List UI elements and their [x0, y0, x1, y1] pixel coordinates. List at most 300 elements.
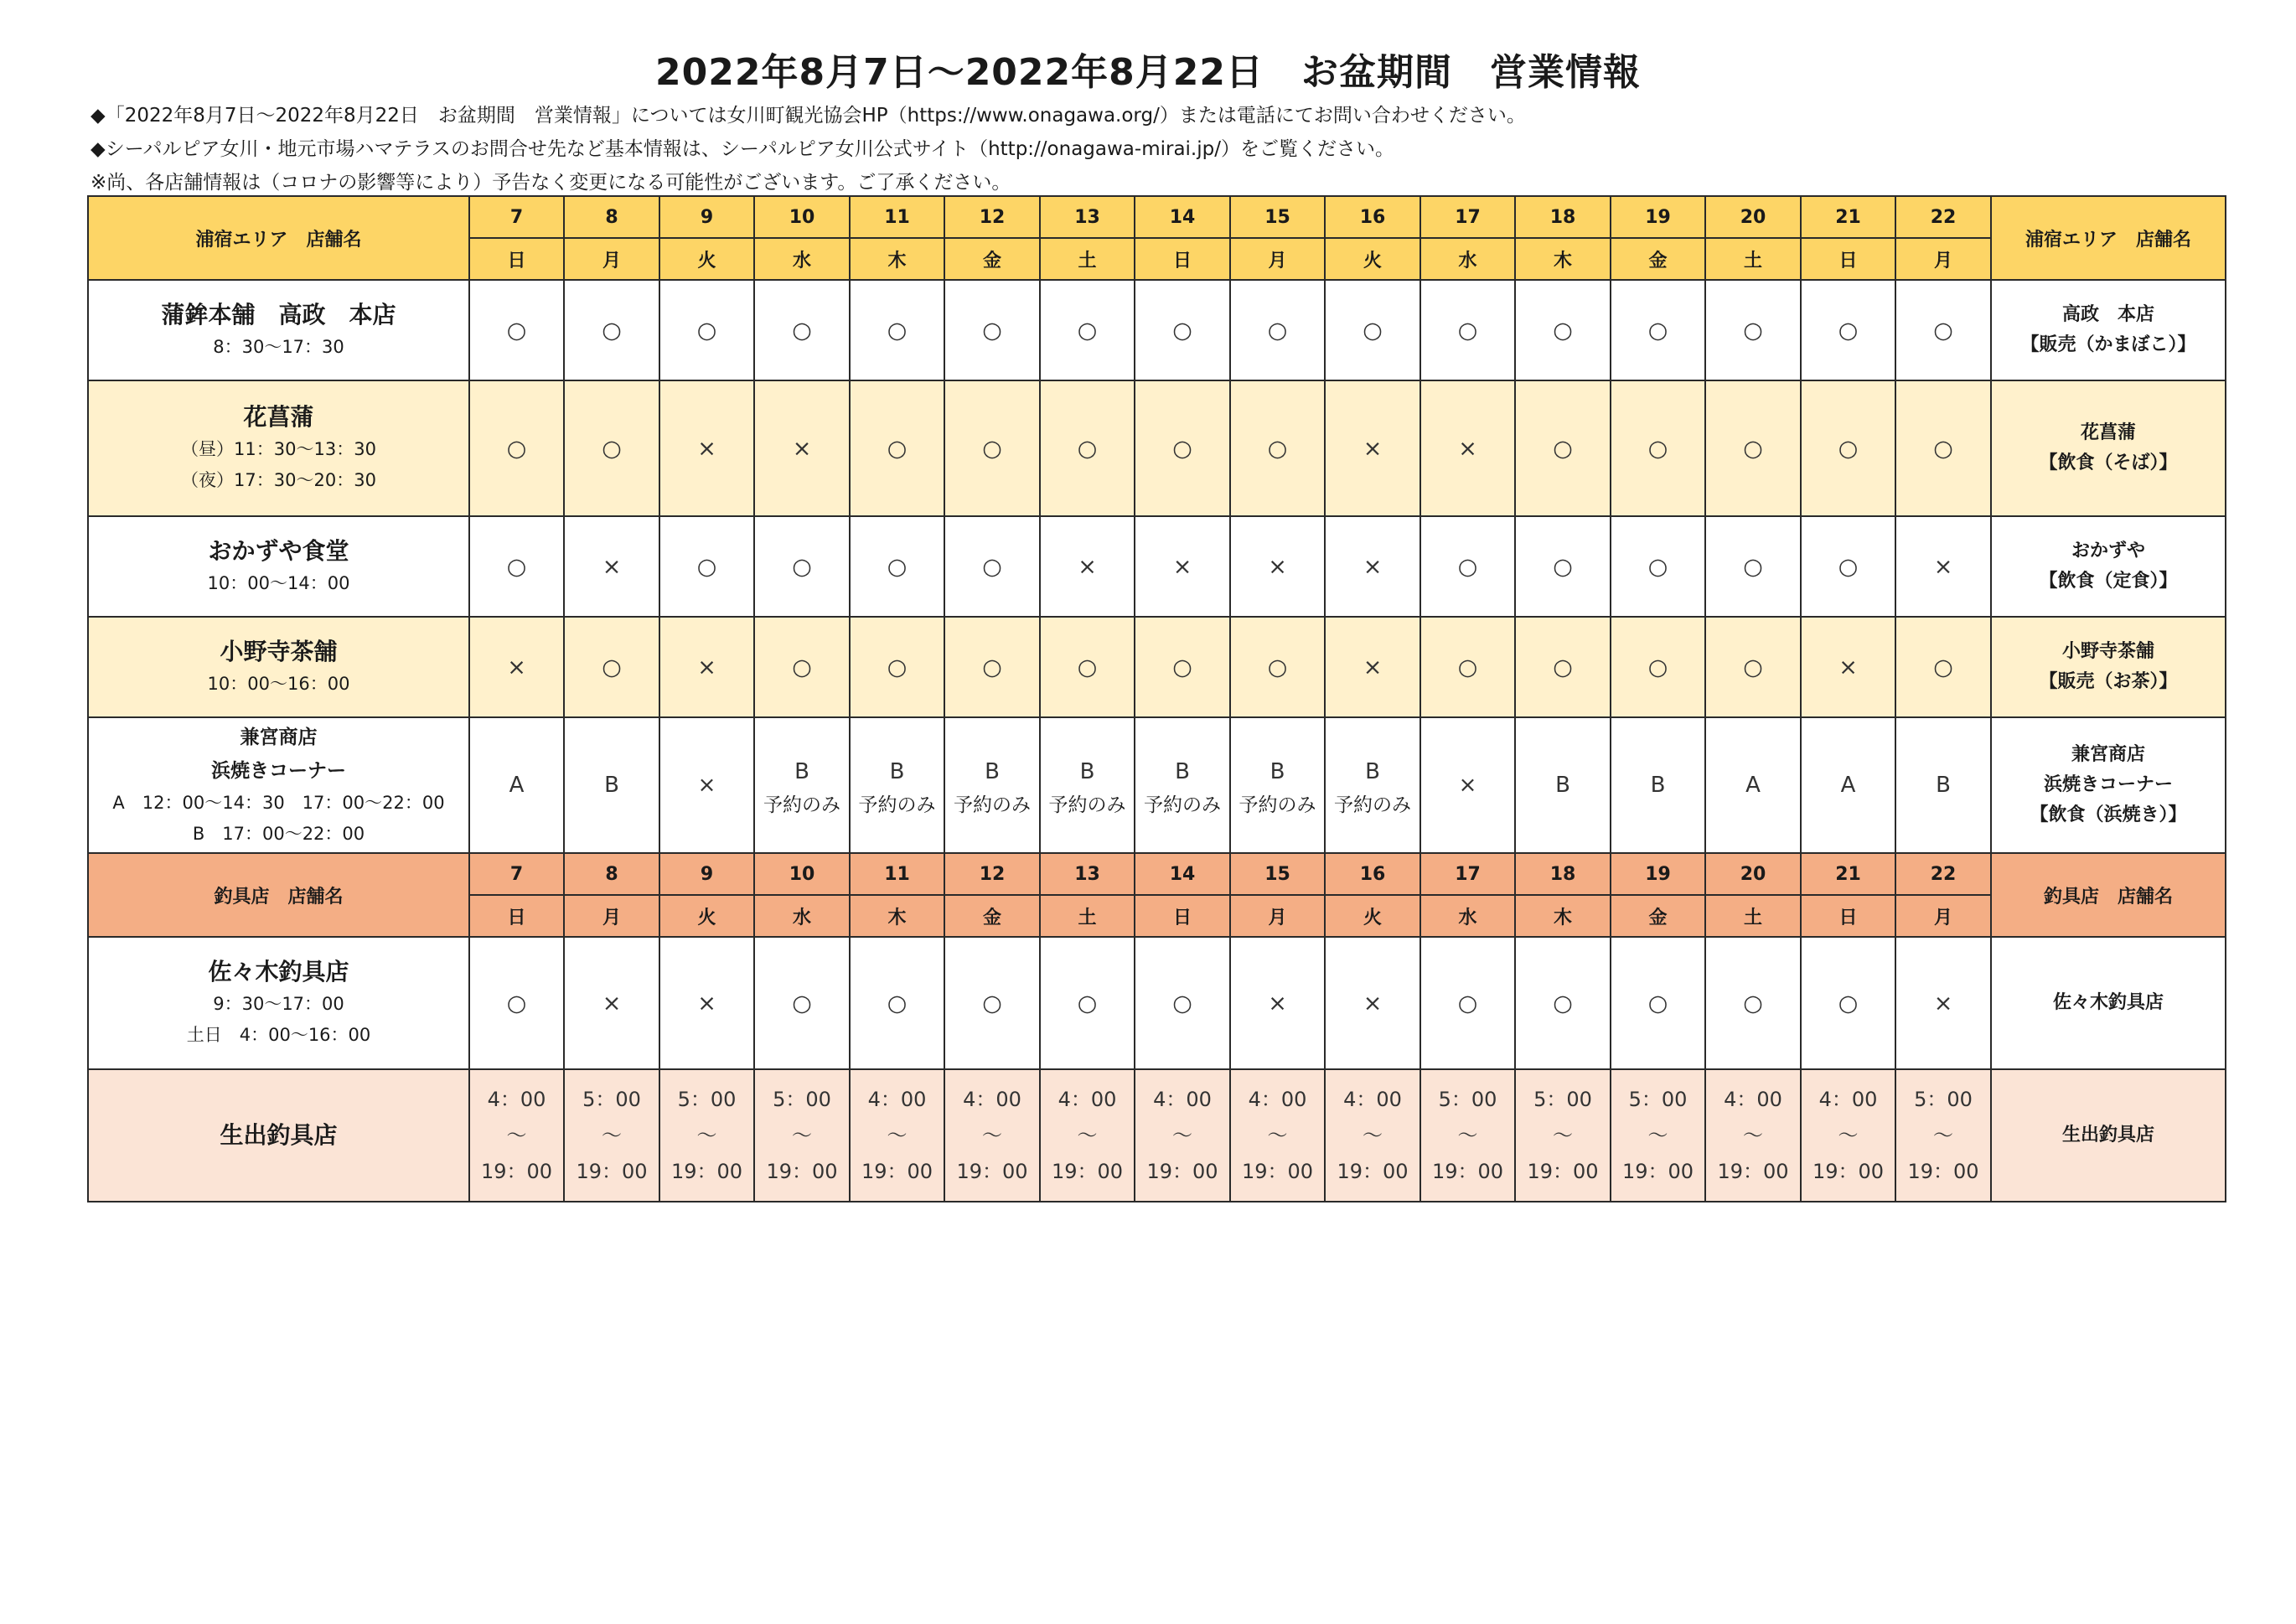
- store-info: 【飲食（定食）】: [2039, 571, 2178, 592]
- status-cell: [1230, 1069, 1325, 1202]
- store-info: 花菖蒲: [2080, 422, 2136, 443]
- status-cell: [850, 380, 944, 516]
- status-mark: ○: [1457, 317, 1478, 344]
- status-cell: [1611, 380, 1705, 516]
- status-mark: ○: [1172, 435, 1192, 462]
- status-mark: B: [985, 758, 1000, 784]
- time-separator: ～: [1838, 1123, 1859, 1147]
- open-time: 5：00: [1533, 1087, 1592, 1111]
- status-cell: [1895, 937, 1991, 1069]
- status-mark: ×: [1933, 553, 1953, 580]
- date-header: 8: [564, 196, 659, 238]
- status-cell: [1705, 380, 1801, 516]
- status-mark: ○: [982, 654, 1002, 680]
- status-mark: B: [604, 773, 619, 798]
- store-name-cell: [88, 516, 469, 617]
- weekday-header: 土: [1705, 238, 1801, 280]
- weekday-header: 日: [1801, 238, 1895, 280]
- status-cell: [659, 617, 754, 717]
- status-cell: [1040, 280, 1135, 380]
- weekday-header: 火: [659, 238, 754, 280]
- open-time: 5：00: [773, 1087, 831, 1111]
- status-mark: A: [509, 773, 525, 798]
- status-mark: ○: [982, 317, 1002, 344]
- open-time: 4：00: [1818, 1087, 1878, 1111]
- status-cell: [1135, 380, 1230, 516]
- store-row: [88, 280, 2226, 380]
- status-mark: ○: [1172, 654, 1192, 680]
- status-cell: [944, 380, 1040, 516]
- status-cell: [850, 937, 944, 1069]
- status-cell: [1515, 937, 1611, 1069]
- status-mark: B: [1270, 758, 1285, 784]
- weekday-header: 日: [469, 895, 564, 937]
- status-cell: [850, 617, 944, 717]
- status-cell: [564, 380, 659, 516]
- status-mark: ×: [1363, 990, 1383, 1016]
- status-cell: [850, 280, 944, 380]
- weekday-header: 水: [754, 238, 850, 280]
- status-cell: [850, 1069, 944, 1202]
- date-header: 18: [1515, 853, 1611, 895]
- status-mark: ○: [1553, 654, 1573, 680]
- status-mark: ○: [1267, 654, 1288, 680]
- date-header: 15: [1230, 853, 1325, 895]
- status-mark: B: [1650, 773, 1666, 798]
- status-mark: ○: [982, 553, 1002, 580]
- status-cell: [469, 380, 564, 516]
- status-mark: ○: [792, 654, 812, 680]
- date-header: 7: [469, 853, 564, 895]
- status-mark: ○: [1647, 654, 1668, 680]
- weekday-header: 月: [1895, 238, 1991, 280]
- status-cell: [469, 516, 564, 617]
- weekday-header: 月: [564, 238, 659, 280]
- status-cell: [1801, 280, 1895, 380]
- header-row-dates: [88, 853, 2226, 895]
- status-mark: ○: [1363, 317, 1383, 344]
- date-header: 9: [659, 853, 754, 895]
- store-name: 兼宮商店: [240, 727, 318, 748]
- status-cell: [850, 516, 944, 617]
- status-cell: [1040, 516, 1135, 617]
- open-time: 4：00: [867, 1087, 927, 1111]
- status-mark: ○: [1838, 435, 1859, 462]
- status-cell: [469, 617, 564, 717]
- time-separator: ～: [696, 1123, 717, 1147]
- status-mark: ○: [1933, 654, 1953, 680]
- status-cell: [944, 717, 1040, 853]
- status-mark: ○: [1838, 553, 1859, 580]
- status-mark: ×: [697, 654, 716, 680]
- status-cell: [659, 1069, 754, 1202]
- weekday-header: 金: [1611, 895, 1705, 937]
- open-time: 4：00: [1153, 1087, 1212, 1111]
- weekday-header: 水: [1420, 238, 1515, 280]
- open-time: 5：00: [677, 1087, 737, 1111]
- store-info-cell: [1991, 937, 2226, 1069]
- store-row: [88, 516, 2226, 617]
- date-header: 12: [944, 196, 1040, 238]
- status-cell: [1895, 280, 1991, 380]
- schedule-table: [87, 195, 2226, 1202]
- status-cell: [1040, 380, 1135, 516]
- status-cell: [659, 937, 754, 1069]
- weekday-header: 金: [944, 238, 1040, 280]
- status-cell: [944, 516, 1040, 617]
- section-header-left: 釣具店 店舗名: [88, 853, 469, 937]
- status-mark: ○: [982, 990, 1002, 1016]
- status-cell: [1801, 937, 1895, 1069]
- status-cell: [1325, 516, 1420, 617]
- page-title: 2022年8月7日～2022年8月22日 お盆期間 営業情報: [655, 51, 1641, 94]
- section-header-left: 浦宿エリア 店舗名: [88, 196, 469, 280]
- weekday-header: 火: [1325, 238, 1420, 280]
- status-mark: A: [1745, 773, 1761, 798]
- time-separator: ～: [792, 1123, 812, 1147]
- weekday-header: 木: [850, 238, 944, 280]
- close-time: 19：00: [1241, 1159, 1314, 1183]
- status-cell: [1515, 1069, 1611, 1202]
- store-info: 【飲食（そば）】: [2039, 453, 2178, 473]
- status-cell: [1801, 1069, 1895, 1202]
- status-cell: [1611, 1069, 1705, 1202]
- notes: [90, 99, 1526, 199]
- status-cell: [564, 1069, 659, 1202]
- status-mark: ○: [1267, 435, 1288, 462]
- time-separator: ～: [1743, 1123, 1763, 1147]
- status-cell: [564, 617, 659, 717]
- time-separator: ～: [1457, 1123, 1478, 1147]
- status-mark: ○: [1933, 435, 1953, 462]
- status-mark: ○: [887, 654, 908, 680]
- status-cell: [469, 717, 564, 853]
- weekday-header: 日: [1801, 895, 1895, 937]
- status-cell: [1611, 516, 1705, 617]
- status-mark: ×: [1458, 773, 1477, 798]
- weekday-header: 火: [1325, 895, 1420, 937]
- status-cell: [754, 516, 850, 617]
- close-time: 19：00: [1146, 1159, 1218, 1183]
- weekday-header: 日: [1135, 895, 1230, 937]
- time-separator: ～: [1267, 1123, 1288, 1147]
- store-info: 生出釣具店: [2061, 1125, 2154, 1146]
- time-separator: ～: [1077, 1123, 1098, 1147]
- store-info: 【販売（かまぼこ）】: [2020, 334, 2196, 355]
- status-cell: [754, 380, 850, 516]
- note-line: ※尚、各店舗情報は（コロナの影響等により）予告なく変更になる可能性がございます。ご了承ください。: [90, 172, 1011, 194]
- date-header: 15: [1230, 196, 1325, 238]
- store-name: 浜焼きコーナー: [211, 760, 346, 782]
- status-mark: A: [1840, 773, 1856, 798]
- status-cell: [1705, 516, 1801, 617]
- date-header: 20: [1705, 196, 1801, 238]
- weekday-header: 火: [659, 895, 754, 937]
- store-name: 生出釣具店: [220, 1121, 338, 1149]
- store-row: [88, 380, 2226, 516]
- date-header: 16: [1325, 853, 1420, 895]
- status-mark: B: [794, 758, 809, 784]
- status-mark: ×: [1363, 435, 1383, 462]
- status-cell: [659, 280, 754, 380]
- status-mark: ×: [1268, 553, 1287, 580]
- status-cell: [1135, 1069, 1230, 1202]
- date-header: 7: [469, 196, 564, 238]
- store-info-cell: [1991, 717, 2226, 853]
- status-cell: [469, 280, 564, 380]
- date-header: 17: [1420, 853, 1515, 895]
- status-mark: ○: [1457, 654, 1478, 680]
- store-hours: 9：30～17：00: [213, 994, 344, 1014]
- status-cell: [1135, 617, 1230, 717]
- status-mark: ×: [1363, 654, 1383, 680]
- status-cell: [754, 280, 850, 380]
- time-separator: ～: [1933, 1123, 1953, 1147]
- date-header: 22: [1895, 853, 1991, 895]
- status-cell: [1705, 617, 1801, 717]
- status-mark: ×: [602, 990, 622, 1016]
- store-hours: （昼）11：30～13：30: [181, 439, 376, 459]
- status-cell: [564, 937, 659, 1069]
- status-mark: ×: [792, 435, 812, 462]
- time-separator: ～: [1647, 1123, 1668, 1147]
- status-mark: ○: [792, 553, 812, 580]
- status-cell: [1515, 516, 1611, 617]
- store-name-cell: [88, 380, 469, 516]
- status-mark: ○: [1553, 317, 1573, 344]
- store-hours: （夜）17：30～20：30: [181, 470, 376, 490]
- status-cell: [1040, 1069, 1135, 1202]
- status-mark: B: [1555, 773, 1570, 798]
- store-info: 兼宮商店: [2071, 744, 2145, 765]
- status-cell: [1135, 516, 1230, 617]
- status-cell: [469, 1069, 564, 1202]
- close-time: 19：00: [1337, 1159, 1409, 1183]
- date-header: 11: [850, 853, 944, 895]
- date-header: 19: [1611, 196, 1705, 238]
- status-mark: ○: [696, 553, 717, 580]
- date-header: 10: [754, 853, 850, 895]
- store-row: [88, 717, 2226, 853]
- date-header: 8: [564, 853, 659, 895]
- store-row: [88, 617, 2226, 717]
- status-cell: [1230, 516, 1325, 617]
- status-cell: [1611, 717, 1705, 853]
- store-name: 蒲鉾本舗 高政 本店: [161, 300, 396, 328]
- status-mark: ×: [1268, 990, 1287, 1016]
- status-cell: [1895, 516, 1991, 617]
- weekday-header: 木: [850, 895, 944, 937]
- status-cell: [1801, 380, 1895, 516]
- close-time: 19：00: [1621, 1159, 1694, 1183]
- status-cell: [1611, 280, 1705, 380]
- status-mark: ○: [1077, 654, 1098, 680]
- status-mark: ○: [1172, 990, 1192, 1016]
- status-mark: ○: [1647, 435, 1668, 462]
- status-cell: [1040, 937, 1135, 1069]
- store-info-cell: [1991, 380, 2226, 516]
- status-mark: B: [1936, 773, 1951, 798]
- store-info-cell: [1991, 516, 2226, 617]
- date-header: 14: [1135, 196, 1230, 238]
- date-header: 21: [1801, 853, 1895, 895]
- status-mark: ○: [602, 317, 622, 344]
- status-mark: ○: [1743, 553, 1763, 580]
- status-mark: ○: [1743, 990, 1763, 1016]
- status-mark: ○: [887, 553, 908, 580]
- status-cell: [754, 617, 850, 717]
- status-mark: ○: [1172, 317, 1192, 344]
- open-time: 5：00: [1628, 1087, 1688, 1111]
- status-cell: [944, 617, 1040, 717]
- store-name: おかずや食堂: [208, 536, 349, 565]
- status-mark: B: [889, 758, 905, 784]
- weekday-header: 月: [564, 895, 659, 937]
- status-mark: ○: [696, 317, 717, 344]
- close-time: 19：00: [766, 1159, 838, 1183]
- status-mark: ○: [1647, 553, 1668, 580]
- status-cell: [1230, 617, 1325, 717]
- close-time: 19：00: [1527, 1159, 1599, 1183]
- store-name-cell: [88, 617, 469, 717]
- weekday-header: 水: [754, 895, 850, 937]
- status-cell: [944, 1069, 1040, 1202]
- status-cell: [1325, 617, 1420, 717]
- store-name-cell: [88, 1069, 469, 1202]
- status-mark: ○: [1553, 553, 1573, 580]
- status-mark: ○: [1743, 435, 1763, 462]
- store-info-cell: [1991, 280, 2226, 380]
- status-note: 予約のみ: [858, 794, 936, 816]
- time-separator: ～: [887, 1123, 908, 1147]
- weekday-header: 金: [1611, 238, 1705, 280]
- date-header: 20: [1705, 853, 1801, 895]
- status-mark: ×: [602, 553, 622, 580]
- status-cell: [754, 937, 850, 1069]
- status-cell: [1230, 937, 1325, 1069]
- status-mark: ×: [1363, 553, 1383, 580]
- status-cell: [1801, 617, 1895, 717]
- time-separator: ～: [602, 1123, 622, 1147]
- status-mark: ○: [792, 990, 812, 1016]
- status-cell: [1420, 937, 1515, 1069]
- status-cell: [1895, 1069, 1991, 1202]
- status-mark: ×: [1933, 990, 1953, 1016]
- weekday-header: 金: [944, 895, 1040, 937]
- store-name-cell: [88, 937, 469, 1069]
- status-cell: [1515, 280, 1611, 380]
- store-name-cell: [88, 717, 469, 853]
- close-time: 19：00: [861, 1159, 933, 1183]
- status-cell: [1705, 280, 1801, 380]
- status-cell: [754, 1069, 850, 1202]
- open-time: 5：00: [1438, 1087, 1497, 1111]
- date-header: 12: [944, 853, 1040, 895]
- date-header: 22: [1895, 196, 1991, 238]
- open-time: 4：00: [1248, 1087, 1307, 1111]
- open-time: 4：00: [1724, 1087, 1782, 1111]
- store-name: 花菖蒲: [243, 403, 314, 431]
- date-header: 10: [754, 196, 850, 238]
- status-cell: [564, 516, 659, 617]
- status-cell: [1040, 717, 1135, 853]
- close-time: 19：00: [480, 1159, 553, 1183]
- open-time: 4：00: [1343, 1087, 1402, 1111]
- close-time: 19：00: [1812, 1159, 1885, 1183]
- status-cell: [1705, 1069, 1801, 1202]
- status-cell: [944, 937, 1040, 1069]
- status-cell: [1040, 617, 1135, 717]
- status-cell: [1230, 280, 1325, 380]
- status-mark: B: [1079, 758, 1095, 784]
- status-mark: ×: [697, 435, 716, 462]
- date-header: 13: [1040, 196, 1135, 238]
- close-time: 19：00: [576, 1159, 648, 1183]
- status-cell: [1895, 380, 1991, 516]
- status-cell: [1135, 717, 1230, 853]
- status-mark: ×: [1458, 435, 1477, 462]
- note-line: ◆シーパルピア女川・地元市場ハマテラスのお問合せ先など基本情報は、シーパルピア女川公式サイト（http://onagawa-mirai.jp/）をご覧ください。: [90, 138, 1394, 160]
- status-cell: [469, 937, 564, 1069]
- status-cell: [1420, 717, 1515, 853]
- status-cell: [1420, 617, 1515, 717]
- store-name: 小野寺茶舗: [220, 637, 338, 665]
- close-time: 19：00: [1431, 1159, 1504, 1183]
- open-time: 5：00: [582, 1087, 641, 1111]
- open-time: 4：00: [1058, 1087, 1117, 1111]
- status-mark: ○: [887, 435, 908, 462]
- store-name: 佐々木釣具店: [208, 958, 349, 985]
- status-cell: [1135, 937, 1230, 1069]
- status-mark: ×: [507, 654, 526, 680]
- status-mark: ○: [1457, 990, 1478, 1016]
- status-mark: ○: [602, 435, 622, 462]
- store-info-cell: [1991, 617, 2226, 717]
- date-header: 17: [1420, 196, 1515, 238]
- store-info: 【販売（お茶）】: [2039, 671, 2178, 692]
- weekday-header: 土: [1040, 895, 1135, 937]
- date-header: 9: [659, 196, 754, 238]
- status-cell: [1230, 380, 1325, 516]
- status-cell: [1611, 937, 1705, 1069]
- status-cell: [1325, 280, 1420, 380]
- status-mark: ×: [697, 990, 716, 1016]
- weekday-header: 月: [1230, 238, 1325, 280]
- status-cell: [1705, 717, 1801, 853]
- weekday-header: 水: [1420, 895, 1515, 937]
- store-hours: 10：00～14：00: [207, 572, 350, 593]
- store-hours: A 12：00～14：30 17：00～22：00: [112, 793, 445, 813]
- status-cell: [659, 717, 754, 853]
- status-cell: [1420, 1069, 1515, 1202]
- status-mark: ○: [506, 553, 527, 580]
- status-note: 予約のみ: [1238, 794, 1316, 816]
- close-time: 19：00: [1907, 1159, 1979, 1183]
- status-cell: [1325, 717, 1420, 853]
- status-cell: [1325, 937, 1420, 1069]
- weekday-header: 土: [1705, 895, 1801, 937]
- status-mark: ○: [506, 317, 527, 344]
- status-mark: ○: [887, 990, 908, 1016]
- open-time: 5：00: [1914, 1087, 1973, 1111]
- status-cell: [1705, 937, 1801, 1069]
- weekday-header: 月: [1230, 895, 1325, 937]
- status-mark: ○: [887, 317, 908, 344]
- status-cell: [564, 280, 659, 380]
- open-time: 4：00: [963, 1087, 1021, 1111]
- store-hours: 8：30～17：30: [213, 336, 344, 357]
- status-mark: ○: [1077, 317, 1098, 344]
